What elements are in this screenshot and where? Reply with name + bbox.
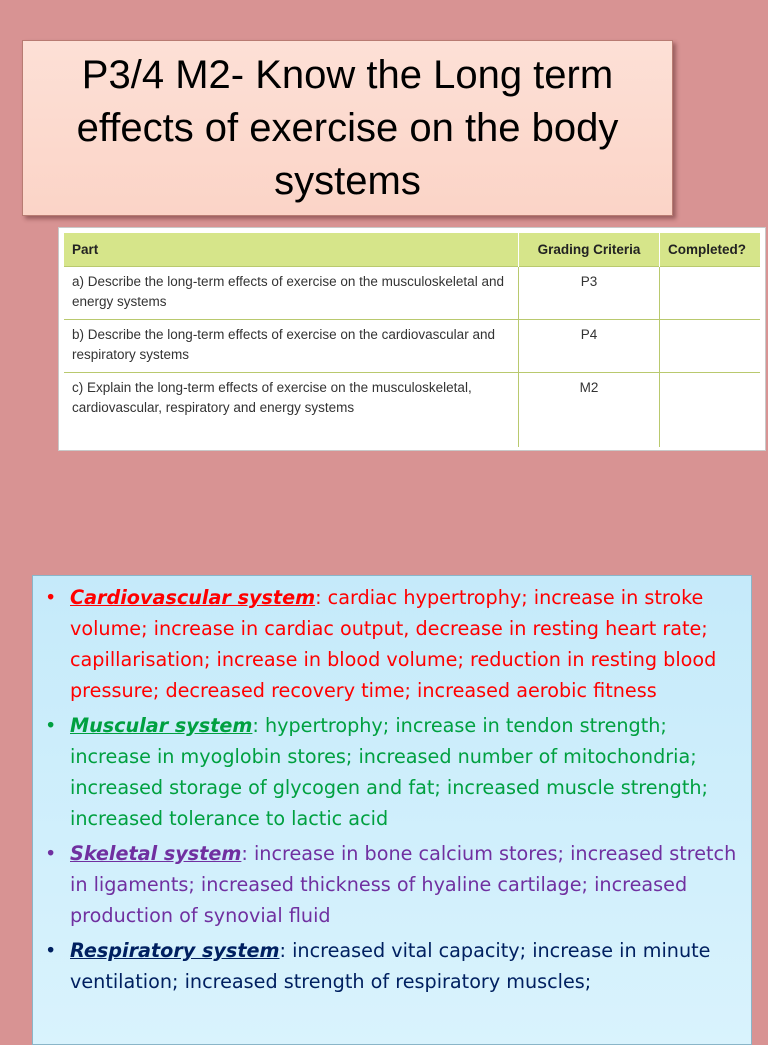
note-text: : increase in bone calcium stores; increased stretch in ligaments; increased thickness of hyaline cartilage; increased production of synovial fluid bbox=[70, 842, 737, 927]
note-heading: Cardiovascular system bbox=[70, 586, 316, 609]
completed-cell bbox=[660, 373, 761, 447]
note-text: : cardiac hypertrophy; increase in stroke volume; increase in cardiac output, decrease in resting heart rate; capillarisation; increase in blood volume; reduction in resting blood pressure; decreased recovery time; increased aerobic fitness bbox=[70, 586, 717, 702]
grade-cell: P3 bbox=[519, 267, 660, 320]
table-row bbox=[64, 373, 760, 447]
table-row bbox=[64, 320, 760, 373]
table-header-row bbox=[64, 233, 760, 267]
note-heading: Respiratory system bbox=[70, 939, 280, 962]
list-item-cardiovascular bbox=[43, 582, 741, 706]
bullet-icon: • bbox=[45, 586, 57, 609]
part-cell: c) Explain the long-term effects of exercise on the musculoskeletal, cardiovascular, respiratory and energy systems bbox=[64, 373, 519, 447]
page-title: P3/4 M2- Know the Long term effects of exercise on the body systems bbox=[76, 52, 619, 203]
list-item-skeletal bbox=[43, 838, 741, 931]
list-item-respiratory bbox=[43, 935, 741, 997]
criteria-table bbox=[64, 233, 760, 447]
completed-cell bbox=[660, 267, 761, 320]
header-completed: Completed? bbox=[660, 233, 761, 267]
bullet-icon: • bbox=[45, 714, 57, 737]
note-text: : hypertrophy; increase in tendon strength; increase in myoglobin stores; increased number of mitochondria; increased storage of glycogen and fat; increased muscle strength; increased tolerance to lactic acid bbox=[70, 714, 708, 830]
bullet-icon: • bbox=[45, 939, 57, 962]
header-part: Part bbox=[64, 233, 519, 267]
grading-criteria-table bbox=[58, 227, 766, 451]
table-row bbox=[64, 267, 760, 320]
header-grading-criteria: Grading Criteria bbox=[519, 233, 660, 267]
note-text: : increased vital capacity; increase in minute ventilation; increased strength of respiratory muscles; bbox=[70, 939, 711, 993]
notes-list bbox=[43, 582, 741, 997]
note-heading: Skeletal system bbox=[70, 842, 242, 865]
part-cell: b) Describe the long-term effects of exercise on the cardiovascular and respiratory systems bbox=[64, 320, 519, 373]
part-cell: a) Describe the long-term effects of exercise on the musculoskeletal and energy systems bbox=[64, 267, 519, 320]
grade-cell: M2 bbox=[519, 373, 660, 447]
list-item-muscular bbox=[43, 710, 741, 834]
title-box bbox=[22, 40, 673, 216]
long-term-effects-notes bbox=[32, 575, 752, 1045]
completed-cell bbox=[660, 320, 761, 373]
note-heading: Muscular system bbox=[70, 714, 253, 737]
bullet-icon: • bbox=[45, 842, 57, 865]
grade-cell: P4 bbox=[519, 320, 660, 373]
